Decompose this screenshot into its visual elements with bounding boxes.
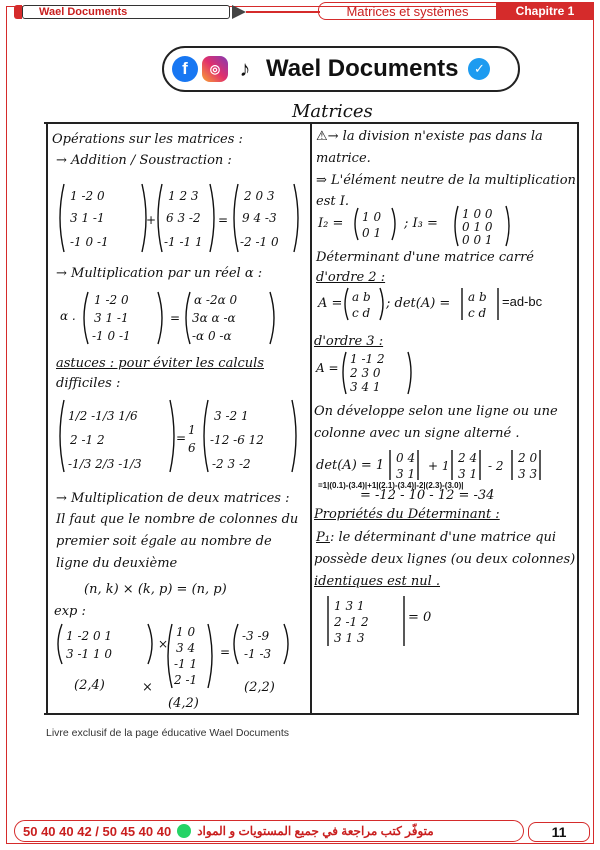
- svg-text:0 1 0: 0 1 0: [462, 220, 493, 234]
- det-order3: d'ordre 3 :: [314, 334, 384, 349]
- a-equals: A =: [318, 296, 343, 311]
- svg-text:A =: A =: [316, 361, 339, 375]
- svg-text:1 3 1: 1 3 1: [334, 599, 365, 613]
- p1-label: P₁: [316, 530, 330, 545]
- whatsapp-icon: [177, 824, 191, 838]
- svg-text:- 2: - 2: [488, 459, 504, 473]
- det-equals: ; det(A) =: [386, 296, 451, 311]
- astuce-line1: astuces : pour éviter les calculs: [56, 356, 264, 371]
- section-title: Matrices et systèmes: [318, 2, 496, 20]
- svg-text:1/2 -1/3 1/6: 1/2 -1/3 1/6: [68, 409, 138, 423]
- svg-text:1: 1: [188, 423, 196, 437]
- divider-right: [577, 122, 579, 714]
- svg-text:1 0: 1 0: [362, 210, 382, 224]
- p1-text: : le déterminant d'une matrice qui: [329, 530, 557, 545]
- svg-text:2 4: 2 4: [458, 451, 478, 465]
- mult-real-title: → Multiplication par un réel α :: [56, 266, 263, 281]
- identity-2: [352, 206, 412, 246]
- svg-text:c d: c d: [352, 306, 371, 320]
- svg-text:6 3 -2: 6 3 -2: [166, 211, 201, 225]
- svg-text:c d: c d: [468, 306, 487, 320]
- svg-text:3 3: 3 3: [518, 467, 538, 481]
- svg-text:α -2α 0: α -2α 0: [194, 293, 238, 307]
- svg-text:-1/3 2/3 -1/3: -1/3 2/3 -1/3: [68, 457, 142, 471]
- svg-text:1 2 3: 1 2 3: [168, 189, 199, 203]
- dim-result: (2,2): [244, 680, 275, 695]
- arabic-tagline: متوفّر كتب مراجعة في جميع المستويات و المواد: [197, 824, 434, 838]
- cofactor-expansion: [388, 448, 558, 484]
- astuce-line2: difficiles :: [56, 376, 121, 391]
- brand-name: Wael Documents: [266, 55, 459, 82]
- svg-text:2 -1 2: 2 -1 2: [70, 433, 105, 447]
- svg-text:1 -1 2: 1 -1 2: [350, 352, 385, 366]
- svg-text:3 4: 3 4: [176, 641, 196, 655]
- zero-result: = 0: [408, 610, 432, 625]
- det-order2: d'ordre 2 :: [316, 270, 386, 285]
- chapter-label: Chapitre 1: [496, 2, 594, 20]
- svg-text:-2 -1 0: -2 -1 0: [240, 235, 279, 249]
- svg-text:-1 -1 1: -1 -1 1: [164, 235, 203, 249]
- property-p1: [316, 530, 556, 545]
- warning-line2: matrice.: [316, 151, 371, 166]
- svg-text:3 1: 3 1: [396, 467, 416, 481]
- properties-title: Propriétés du Déterminant :: [314, 507, 500, 522]
- scalar-equation: [58, 290, 308, 350]
- i2-label: I₂ =: [318, 216, 344, 231]
- svg-text:3 1: 3 1: [458, 467, 478, 481]
- svg-text:3 1 -1: 3 1 -1: [94, 311, 129, 325]
- svg-text:3 1 3: 3 1 3: [334, 631, 365, 645]
- svg-text:-α 0 -α: -α 0 -α: [192, 329, 232, 343]
- svg-text:3 -1 1 0: 3 -1 1 0: [66, 647, 113, 661]
- det-title: Déterminant d'une matrice carré: [316, 250, 534, 265]
- det-a-label: det(A) = 1: [316, 458, 385, 473]
- svg-text:3 1 -1: 3 1 -1: [70, 211, 105, 225]
- svg-text:0 1: 0 1: [362, 226, 382, 240]
- svg-text:1 -2 0: 1 -2 0: [70, 189, 105, 203]
- svg-text:6: 6: [188, 441, 196, 455]
- svg-text:3α α -α: 3α α -α: [192, 311, 236, 325]
- svg-text:3 -2 1: 3 -2 1: [214, 409, 249, 423]
- svg-text:+: +: [146, 213, 157, 227]
- ops-title: Opérations sur les matrices :: [52, 132, 243, 147]
- svg-text:+ 1: + 1: [428, 459, 450, 473]
- pencil-body: [22, 5, 230, 19]
- develop-line1: On développe selon une ligne ou une: [314, 404, 558, 419]
- facebook-icon: f: [172, 56, 198, 82]
- footnote: Livre exclusif de la page éducative Wael Documents: [46, 727, 289, 739]
- instagram-icon: ◎: [202, 56, 228, 82]
- pencil-eraser: [14, 5, 22, 19]
- factor-equation: [58, 398, 308, 478]
- svg-text:-1 1: -1 1: [174, 657, 198, 671]
- property-line2: possède deux lignes (ou deux colonnes): [314, 552, 576, 567]
- svg-text:1 0 0: 1 0 0: [462, 207, 493, 221]
- warning-icon: ⚠: [316, 129, 328, 144]
- svg-text:2 -1 2: 2 -1 2: [334, 615, 369, 629]
- svg-text:×: ×: [158, 637, 169, 651]
- page-title: Matrices: [292, 101, 373, 122]
- neutral-line2: est I.: [316, 194, 349, 209]
- svg-text:=: =: [218, 213, 229, 227]
- svg-text:a b: a b: [468, 290, 487, 304]
- svg-text:=: =: [220, 645, 231, 659]
- example-label: exp :: [54, 604, 86, 619]
- svg-text:2 0 3: 2 0 3: [244, 189, 275, 203]
- divider-bottom: [44, 713, 579, 715]
- svg-text:2 -1: 2 -1: [174, 673, 198, 687]
- svg-text:1 -2 0: 1 -2 0: [94, 293, 129, 307]
- develop-line2: colonne avec un signe alterné .: [314, 426, 520, 441]
- matrix-3x3-example: [316, 350, 426, 400]
- svg-text:0 4: 0 4: [396, 451, 416, 465]
- pencil-tip: [232, 5, 246, 19]
- dim-first: (2,4): [74, 678, 105, 693]
- dim-second: (4,2): [168, 696, 199, 711]
- neutral-line1: ⇒ L'élément neutre de la multiplication: [316, 173, 576, 188]
- page-number: 11: [528, 822, 590, 842]
- addition-equation: [58, 180, 308, 260]
- dimension-rule: (n, k) × (k, p) = (n, p): [84, 582, 227, 597]
- divider-middle: [310, 122, 312, 714]
- pencil-banner: [14, 2, 246, 22]
- phone-numbers: 50 40 40 42 / 50 45 40 40: [23, 823, 172, 839]
- svg-text:=: =: [170, 311, 181, 325]
- det-abcd: [458, 286, 508, 326]
- svg-text:-1 0 -1: -1 0 -1: [92, 329, 131, 343]
- svg-text:9 4 -3: 9 4 -3: [242, 211, 277, 225]
- svg-text:-12 -6 12: -12 -6 12: [210, 433, 264, 447]
- svg-text:1 -2 0 1: 1 -2 0 1: [66, 629, 113, 643]
- svg-text:0 0 1: 0 0 1: [462, 233, 493, 247]
- svg-text:3 4 1: 3 4 1: [350, 380, 381, 394]
- det-formula: =ad-bc: [502, 294, 543, 309]
- warning-text: → la division n'existe pas dans la: [327, 129, 543, 144]
- pencil-brand: Wael Documents: [39, 6, 128, 18]
- svg-text:-3 -9: -3 -9: [242, 629, 270, 643]
- verified-icon: ✓: [468, 58, 490, 80]
- svg-text:2 0: 2 0: [518, 451, 538, 465]
- det-calc-line1: =1|(0.1)-(3.4)|+1|(2.1)-(3.4)|-2|(2.3)-(3.0)|: [318, 481, 464, 490]
- contact-bar: [14, 820, 524, 842]
- tiktok-icon: ♪: [239, 56, 251, 81]
- brand-banner: [162, 46, 520, 92]
- matrix-abcd: [342, 286, 392, 326]
- svg-text:=: =: [176, 431, 187, 445]
- condition-line2: premier soit égale au nombre de: [56, 534, 272, 549]
- condition-line3: ligne du deuxième: [56, 556, 178, 571]
- header-line: [246, 11, 320, 13]
- svg-text:-1 -3: -1 -3: [244, 647, 272, 661]
- warning-line1: [316, 129, 543, 144]
- identity-3: [452, 204, 532, 250]
- property-line3: identiques est nul .: [314, 574, 441, 589]
- svg-text:2 3 0: 2 3 0: [350, 366, 381, 380]
- svg-text:a b: a b: [352, 290, 371, 304]
- det-calc-line2: = -12 - 10 - 12 = -34: [360, 488, 495, 503]
- svg-text:α .: α .: [60, 309, 76, 323]
- addition-title: → Addition / Soustraction :: [56, 153, 232, 168]
- i3-label: ; I₃ =: [404, 216, 438, 231]
- svg-text:1 0: 1 0: [176, 625, 196, 639]
- svg-text:-2 3 -2: -2 3 -2: [212, 457, 251, 471]
- condition-line1: Il faut que le nombre de colonnes du: [56, 512, 299, 527]
- mult-two-title: → Multiplication de deux matrices :: [56, 491, 290, 506]
- dim-times: ×: [142, 680, 153, 695]
- svg-text:-1 0 -1: -1 0 -1: [70, 235, 109, 249]
- divider-left: [46, 122, 48, 714]
